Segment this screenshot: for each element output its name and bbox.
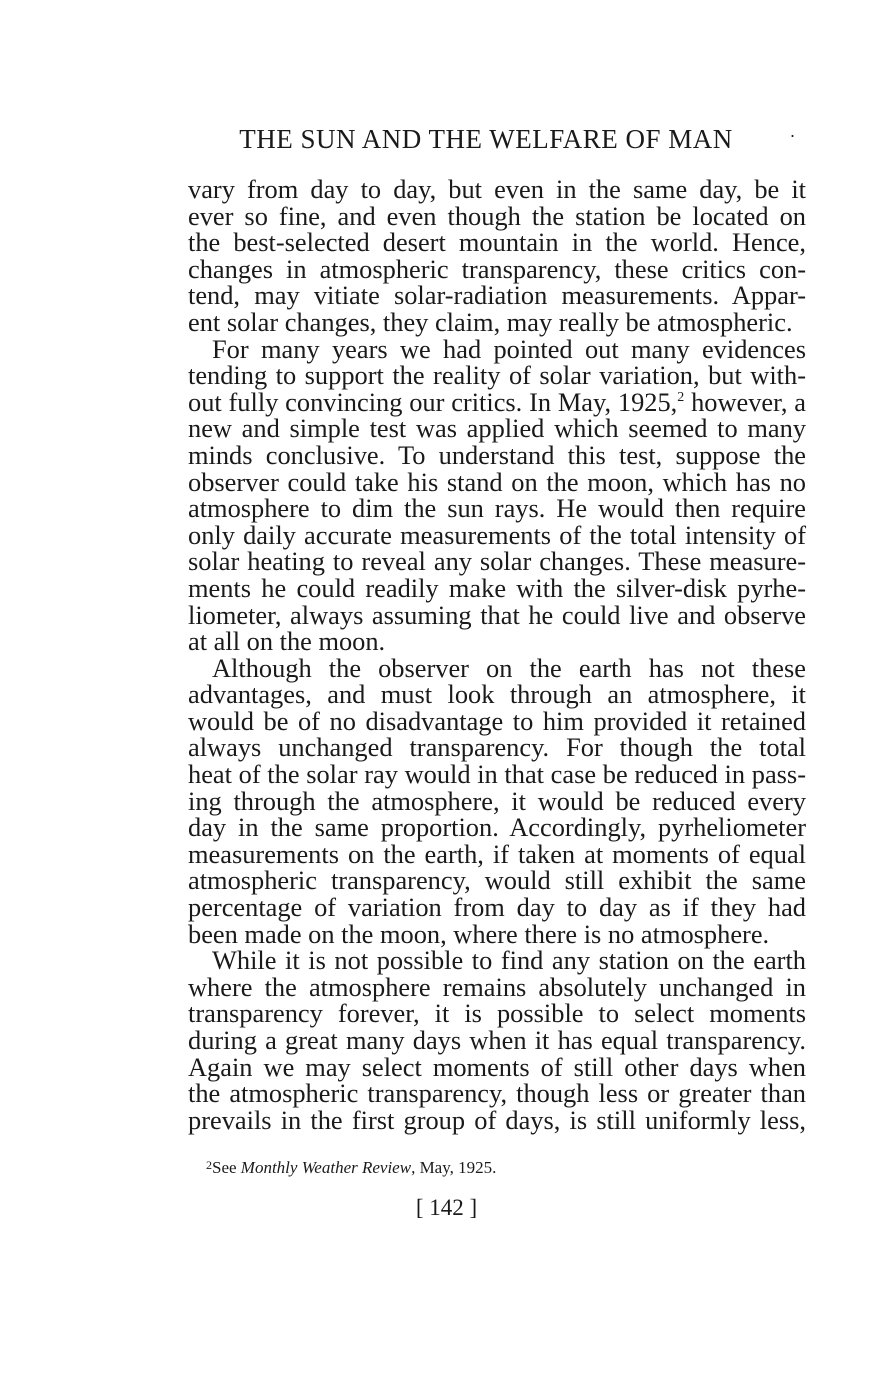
- text-line: observer could take his stand on the moon, which has no: [188, 466, 806, 497]
- text-line: always unchanged transparency. For though the total: [188, 732, 806, 763]
- text-line: minds conclusive. To understand this test, suppose the: [188, 439, 806, 470]
- text-line: solar heating to reveal any solar changes. These measure-: [188, 546, 806, 577]
- footnote-date: , May, 1925.: [411, 1158, 497, 1177]
- text-line: new and simple test was applied which seemed to many: [188, 413, 806, 444]
- text-line: heat of the solar ray would in that case be reduced in pass-: [188, 759, 806, 790]
- text-line: atmosphere to dim the sun rays. He would then require: [188, 493, 806, 524]
- text-line: ent solar changes, they claim, may really be atmospheric.: [188, 306, 793, 337]
- body-text: [188, 176, 806, 1133]
- text-line: prevails in the first group of days, is still uniformly less,: [188, 1104, 806, 1135]
- text-line: ments he could readily make with the silver-disk pyrhe-: [188, 572, 806, 603]
- text-line: Again we may select moments of still other days when: [188, 1051, 806, 1082]
- text-line: liometer, always assuming that he could live and observe: [188, 599, 806, 630]
- text-line: tending to support the reality of solar variation, but with-: [188, 360, 806, 391]
- text-line: advantages, and must look through an atmosphere, it: [188, 679, 806, 710]
- text-line: Although the observer on the earth has not these: [212, 652, 806, 683]
- text-line: day in the same proportion. Accordingly, pyrheliometer: [188, 812, 806, 843]
- text-line: been made on the moon, where there is no atmosphere.: [188, 918, 770, 949]
- text-line: where the atmosphere remains absolutely unchanged in: [188, 971, 806, 1002]
- running-head-dot: ·: [789, 126, 796, 146]
- text-line: during a great many days when it has equal transparency.: [188, 1025, 806, 1055]
- page-number: [ 142 ]: [415, 1195, 478, 1220]
- text-line: transparency forever, it is possible to select moments: [188, 998, 806, 1029]
- footnote-see: See: [212, 1158, 241, 1177]
- text-line: ing through the atmosphere, it would be reduced every: [188, 785, 806, 816]
- text-line: the atmospheric transparency, though less or greater than: [188, 1078, 806, 1109]
- footnote: [206, 1158, 496, 1178]
- text-line: the best-selected desert mountain in the world. Hence,: [188, 227, 806, 258]
- text-line: changes in atmospheric transparency, these critics con-: [188, 253, 806, 284]
- running-head-title: THE SUN AND THE WELFARE OF MAN: [239, 124, 733, 154]
- footnote-reference: 2: [677, 389, 685, 405]
- text-line: would be of no disadvantage to him provided it retained: [188, 705, 806, 736]
- text-line: at all on the moon.: [188, 626, 386, 657]
- text-line: While it is not possible to find any station on the earth: [212, 945, 806, 976]
- text-line: percentage of variation from day to day as if they had: [188, 892, 806, 923]
- text-line: ever so fine, and even though the station be located on: [188, 200, 806, 231]
- text-segment: however, a: [684, 386, 806, 417]
- running-head: [186, 124, 796, 155]
- text-line: atmospheric transparency, would still exhibit the same: [188, 865, 806, 896]
- text-line-with-footnote: [188, 386, 806, 417]
- footnote-mark: 2: [206, 1158, 212, 1172]
- text-line: tend, may vitiate solar-radiation measurements. Appar-: [188, 280, 806, 311]
- text-line: only daily accurate measurements of the total intensity of: [188, 519, 806, 550]
- text-line: measurements on the earth, if taken at moments of equal: [188, 838, 806, 869]
- text-line: For many years we had pointed out many evidences: [212, 333, 806, 364]
- text-line: vary from day to day, but even in the same day, be it: [188, 174, 806, 204]
- footnote-source: Monthly Weather Review: [240, 1158, 412, 1177]
- text-segment: out fully convincing our critics. In May, 1925,: [188, 386, 678, 417]
